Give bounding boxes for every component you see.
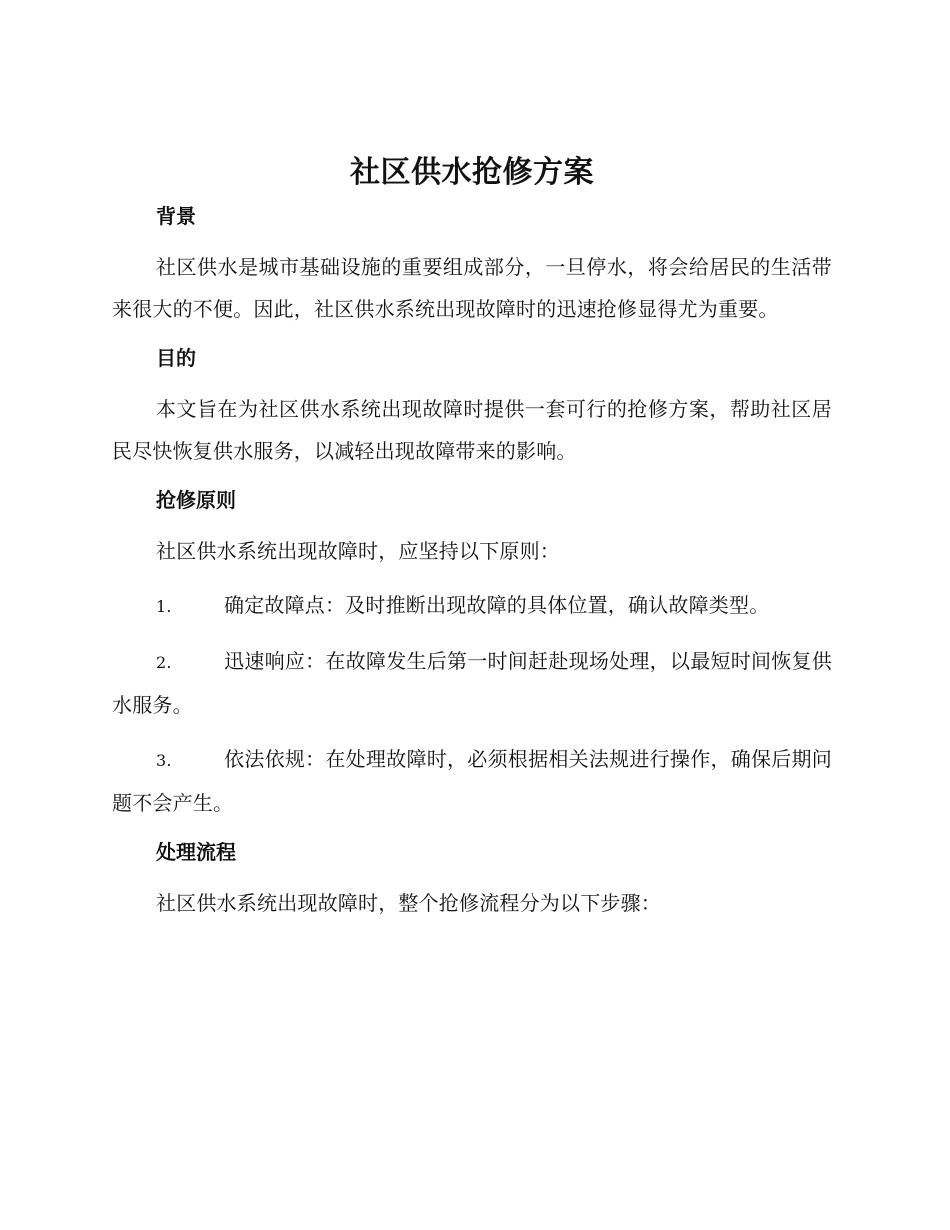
list-item: [112, 738, 832, 824]
section-principles: [112, 484, 832, 824]
section-paragraph: 社区供水系统出现故障时，应坚持以下原则：: [156, 539, 560, 563]
list-item-number: 1.: [156, 597, 172, 616]
list-item: [112, 584, 832, 628]
document-content: [112, 150, 832, 936]
section-paragraph: 社区供水是城市基础设施的重要组成部分，一旦停水，将会给居民的生活带来很大的不便。因此，社区供水系统出现故障时的迅速抢修显得尤为重要。: [112, 255, 832, 321]
section-heading: 抢修原则: [156, 488, 236, 512]
section-heading: 目的: [156, 346, 196, 370]
document-title: 社区供水抢修方案: [350, 155, 594, 190]
list-item-number: 3.: [156, 751, 172, 770]
section-background: [112, 200, 832, 330]
section-paragraph: 社区供水系统出现故障时，整个抢修流程分为以下步骤：: [156, 891, 661, 915]
section-paragraph: 本文旨在为社区供水系统出现故障时提供一套可行的抢修方案，帮助社区居民尽快恢复供水服务，以减轻出现故障带来的影响。: [112, 397, 832, 463]
list-item-number: 2.: [156, 653, 172, 672]
list-item-text: 依法依规：在处理故障时，必须根据相关法规进行操作，确保后期问题不会产生。: [112, 747, 832, 815]
section-heading: 处理流程: [156, 840, 236, 864]
list-item-text: 迅速响应：在故障发生后第一时间赶赴现场处理，以最短时间恢复供水服务。: [112, 649, 832, 717]
section-heading: 背景: [156, 204, 196, 228]
section-purpose: [112, 342, 832, 472]
list-item: [112, 640, 832, 726]
section-process: [112, 836, 832, 924]
list-item-text: 确定故障点：及时推断出现故障的具体位置，确认故障类型。: [224, 593, 770, 617]
